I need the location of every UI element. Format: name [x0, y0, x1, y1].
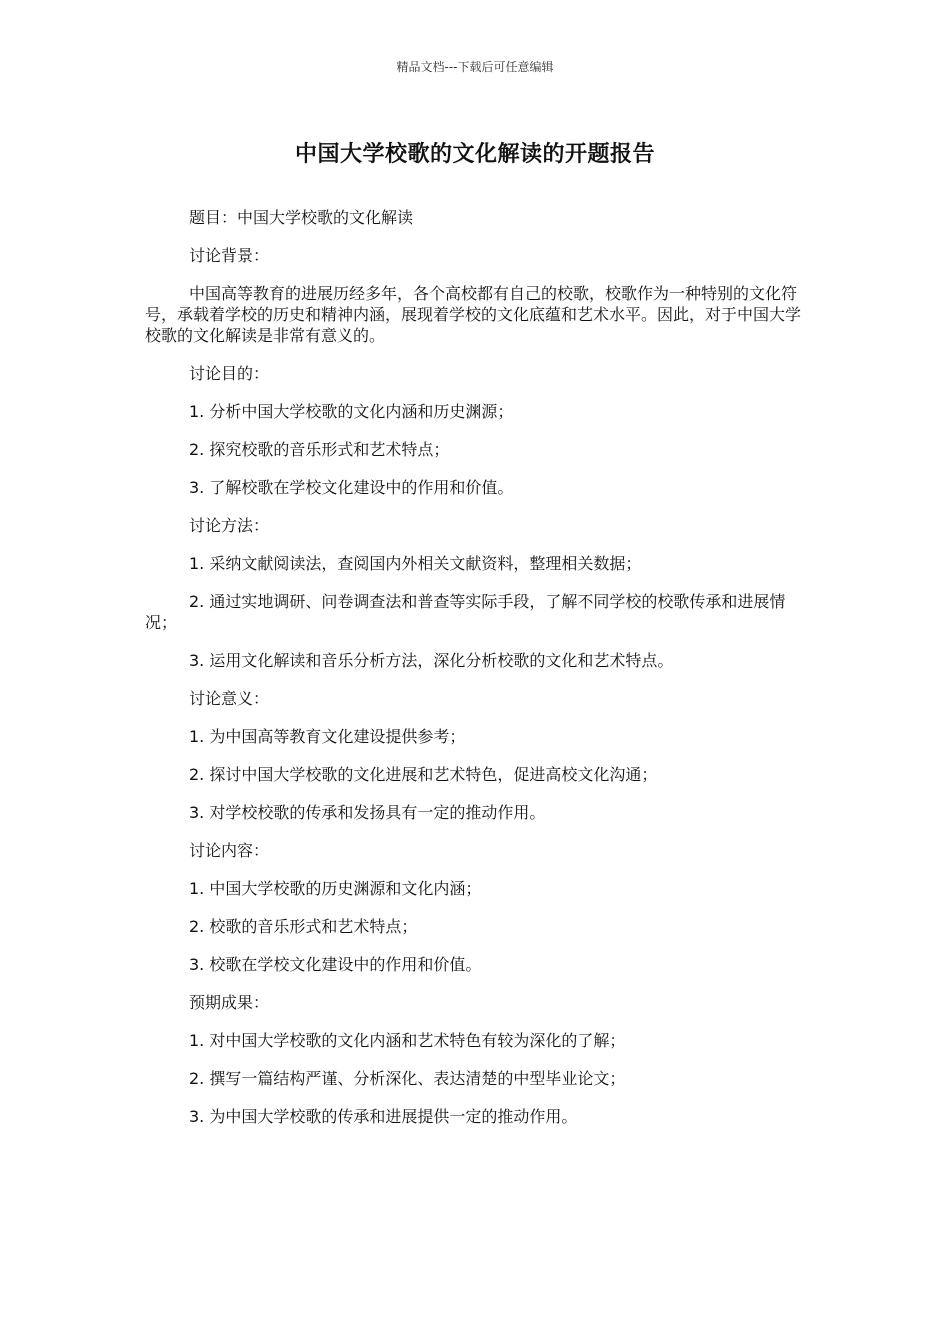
significance-item: 3. 对学校校歌的传承和发扬具有一定的推动作用。: [189, 803, 546, 822]
significance-item: 2. 探讨中国大学校歌的文化进展和艺术特色，促进高校文化沟通；: [189, 765, 658, 784]
method-item: 2. 通过实地调研、问卷调查法和普查等实际手段，了解不同学校的校歌传承和进展情况；: [145, 592, 786, 632]
purpose-item: 2. 探究校歌的音乐形式和艺术特点；: [189, 440, 450, 459]
significance-heading: 讨论意义：: [189, 689, 270, 708]
outcomes-item: 2. 撰写一篇结构严谨、分析深化、表达清楚的中型毕业论文；: [189, 1069, 626, 1088]
outcomes-item: 1. 对中国大学校歌的文化内涵和艺术特色有较为深化的了解；: [189, 1031, 626, 1050]
outcomes-heading: 预期成果：: [189, 993, 270, 1012]
content-item: 2. 校歌的音乐形式和艺术特点；: [189, 917, 418, 936]
background-heading: 讨论背景：: [189, 246, 270, 265]
page-header-watermark: 精品文档---下载后可任意编辑: [396, 60, 554, 74]
content-item: 1. 中国大学校歌的历史渊源和文化内涵；: [189, 879, 482, 898]
document-body: [145, 207, 810, 1144]
content-heading: 讨论内容：: [189, 841, 270, 860]
content-item: 3. 校歌在学校文化建设中的作用和价值。: [189, 955, 482, 974]
purpose-item: 1. 分析中国大学校歌的文化内涵和历史渊源；: [189, 402, 514, 421]
topic-line: 题目：中国大学校歌的文化解读: [189, 208, 414, 227]
method-item: 3. 运用文化解读和音乐分析方法，深化分析校歌的文化和艺术特点。: [189, 651, 674, 670]
purpose-item: 3. 了解校歌在学校文化建设中的作用和价值。: [189, 478, 514, 497]
outcomes-item: 3. 为中国大学校歌的传承和进展提供一定的推动作用。: [189, 1107, 578, 1126]
background-paragraph: 中国高等教育的进展历经多年，各个高校都有自己的校歌，校歌作为一种特别的文化符号，承载着学校的历史和精神内涵，展现着学校的文化底蕴和艺术水平。因此，对于中国大学校歌的文化解读是非常有意义的。: [145, 284, 802, 345]
purpose-heading: 讨论目的：: [189, 364, 270, 383]
significance-item: 1. 为中国高等教育文化建设提供参考；: [189, 727, 466, 746]
method-item: 1. 采纳文献阅读法，查阅国内外相关文献资料，整理相关数据；: [189, 554, 642, 573]
method-heading: 讨论方法：: [189, 516, 270, 535]
document-title: 中国大学校歌的文化解读的开题报告: [294, 142, 655, 167]
